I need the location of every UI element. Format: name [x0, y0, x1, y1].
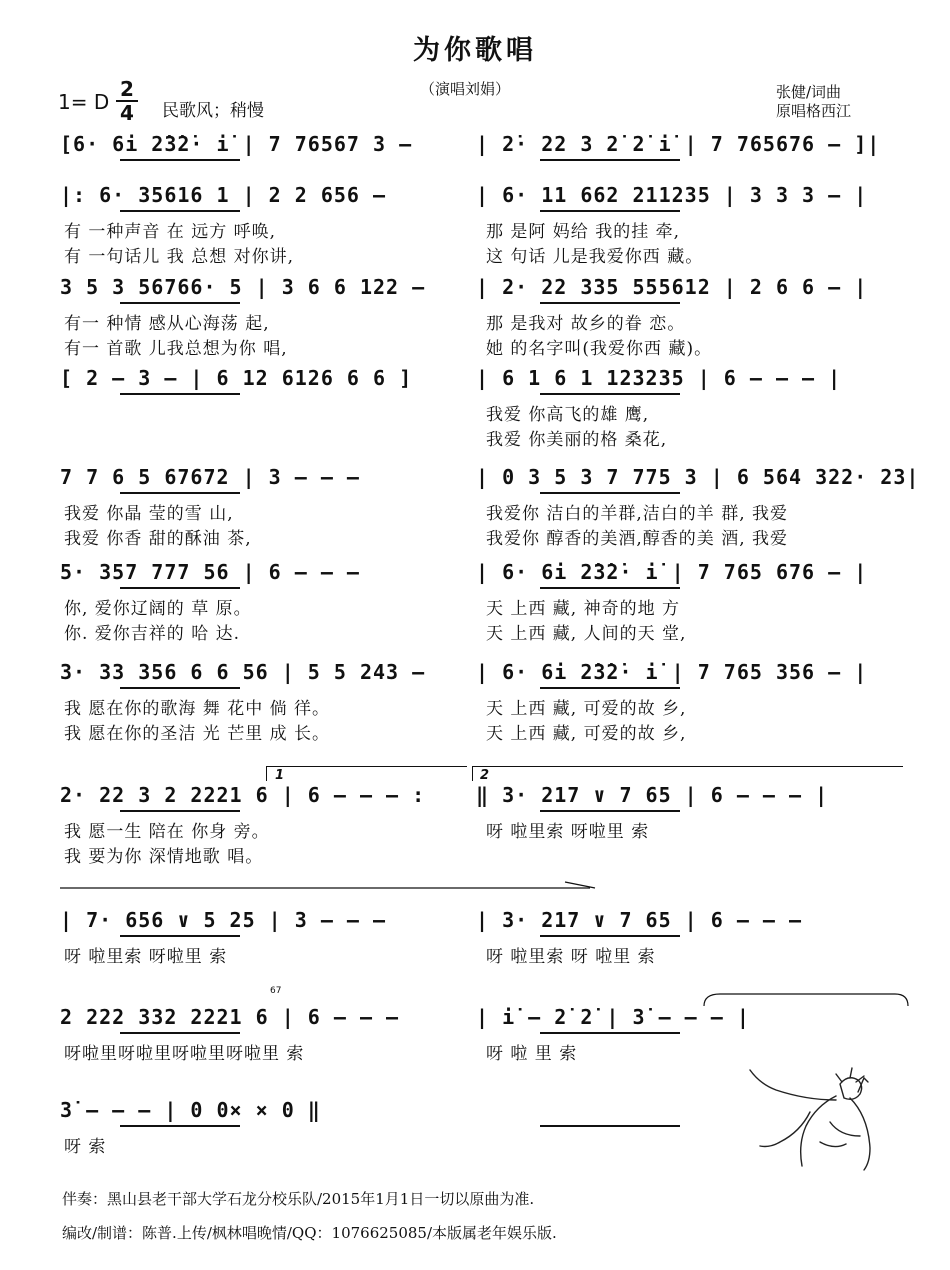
- notes-left-7: 2· 22 3 2 2221 6 | 6 – – – :: [60, 783, 426, 807]
- beam-right-6: [540, 687, 680, 689]
- notes-right-3: | 6 1 6 1 123235 | 6 – – – |: [476, 366, 842, 390]
- lyric-right-3-0: 我爱 你高飞的雄 鹰,: [486, 405, 650, 425]
- lyric-left-9-0: 呀啦里呀啦里呀啦里呀啦里 索: [64, 1044, 305, 1064]
- notes-right-7: ‖ 3· 217 ∨ 7 65 | 6 – – – |: [476, 783, 829, 807]
- beam-left-2: [120, 302, 240, 304]
- lyric-left-5-1: 你. 爱你吉祥的 哈 达.: [64, 624, 241, 644]
- song-title: 为你歌唱: [413, 35, 537, 66]
- beam-right-9: [540, 1032, 680, 1034]
- beam-right-7: [540, 810, 680, 812]
- notes-right-8: | 3· 217 ∨ 7 65 | 6 – – –: [476, 908, 803, 932]
- lyric-left-10-0: 呀 索: [64, 1137, 107, 1157]
- original-singer-credit: 原唱格西江: [776, 102, 852, 120]
- notes-left-5: 5· 357 777 56 | 6 – – –: [60, 560, 360, 584]
- time-signature-bottom: 4: [120, 101, 134, 125]
- tie-slur: [700, 990, 915, 1010]
- tempo-style: 民歌风；稍慢: [162, 101, 264, 121]
- notes-right-4: | 0 3 5 3 7 775 3 | 6 564 322· 23|: [476, 465, 920, 489]
- lyric-right-3-1: 我爱 你美丽的格 桑花,: [486, 430, 668, 450]
- beam-left-1: [120, 210, 240, 212]
- lyric-left-1-0: 有 一种声音 在 远方 呼唤,: [64, 222, 277, 242]
- lyric-right-9-0: 呀 啦 里 索: [486, 1044, 578, 1064]
- beam-left-4: [120, 492, 240, 494]
- lyric-left-4-0: 我爱 你晶 莹的雪 山,: [64, 504, 234, 524]
- lyric-right-4-1: 我爱你 醇香的美酒,醇香的美 酒, 我爱: [486, 529, 789, 549]
- lyric-right-8-0: 呀 啦里索 呀 啦里 索: [486, 947, 656, 967]
- beam-left-6: [120, 687, 240, 689]
- lyric-left-1-1: 有 一句话儿 我 总想 对你讲,: [64, 247, 295, 267]
- time-signature: [116, 78, 138, 124]
- volta-first-number: 1: [275, 768, 285, 783]
- notes-left-10: 3̇ – – – | 0 0× × 0 ‖: [60, 1098, 321, 1122]
- footer-accompaniment: 伴奏：黑山县老干部大学石龙分校乐队/2015年1月1日一切以原曲为准.: [62, 1190, 535, 1208]
- singer-note: （演唱刘娟）: [420, 80, 511, 98]
- footer-credits: 编改/制谱：陈普.上传/枫林唱晚情/QQ：1076625085/本版属老年娱乐版.: [62, 1224, 557, 1242]
- notes-left-9: 2 222 332 2221 6 | 6 – – –: [60, 1005, 400, 1029]
- lyric-left-8-0: 呀 啦里索 呀啦里 索: [64, 947, 228, 967]
- beam-right-0: [540, 159, 680, 161]
- lyric-left-6-1: 我 愿在你的圣洁 光 芒里 成 长。: [64, 724, 331, 744]
- beam-left-5: [120, 587, 240, 589]
- lyric-right-6-1: 天 上西 藏, 可爱的故 乡,: [486, 724, 687, 744]
- notes-right-0: | 2̇· 22 3 2̇ 2̇ i̇ | 7 765676 – ]|: [476, 132, 881, 156]
- beam-right-3: [540, 393, 680, 395]
- author-credit: 张健/词曲: [776, 83, 842, 101]
- notes-right-5: | 6· 6i 2̇3̇2̇· i̇ | 7 765 676 – |: [476, 560, 868, 584]
- beam-right-2: [540, 302, 680, 304]
- beam-left-8: [120, 935, 240, 937]
- key-signature: 1= D: [58, 90, 110, 114]
- notes-right-2: | 2· 22 335 555612 | 2 6 6 – |: [476, 275, 868, 299]
- notes-left-4: 7 7 6 5 67672 | 3 – – –: [60, 465, 360, 489]
- volta-first-bracket: [266, 766, 467, 781]
- lyric-right-7-0: 呀 啦里索 呀啦里 索: [486, 822, 650, 842]
- lyric-left-7-0: 我 愿一生 陪在 你身 旁。: [64, 822, 270, 842]
- lyric-right-5-0: 天 上西 藏, 神奇的地 方: [486, 599, 681, 619]
- grace-note: 67: [270, 986, 282, 996]
- notes-right-9: | i̇ – 2̇ 2̇ | 3̇ – – – |: [476, 1005, 750, 1029]
- notes-left-3: [ 2 – 3 – | 6 12 6126 6 6 ]: [60, 366, 413, 390]
- decrescendo-hairpin: [60, 878, 600, 898]
- lyric-right-1-1: 这 句话 儿是我爱你西 藏。: [486, 247, 704, 267]
- notes-left-1: |: 6· 35616 1 | 2 2 656 –: [60, 183, 387, 207]
- notes-left-8: | 7· 656 ∨ 5 25 | 3 – – –: [60, 908, 387, 932]
- beam-left-0: [120, 159, 240, 161]
- lyric-right-2-1: 她 的名字叫(我爱你西 藏)。: [486, 339, 713, 359]
- lyric-right-5-1: 天 上西 藏, 人间的天 堂,: [486, 624, 687, 644]
- beam-right-8: [540, 935, 680, 937]
- beam-left-3: [120, 393, 240, 395]
- lyric-left-2-1: 有一 首歌 儿我总想为你 唱,: [64, 339, 288, 359]
- lyric-left-5-0: 你, 爱你辽阔的 草 原。: [64, 599, 252, 619]
- lyric-left-6-0: 我 愿在你的歌海 舞 花中 倘 徉。: [64, 699, 331, 719]
- lyric-left-4-1: 我爱 你香 甜的酥油 茶,: [64, 529, 252, 549]
- beam-left-7: [120, 810, 240, 812]
- beam-left-9: [120, 1032, 240, 1034]
- lyric-right-6-0: 天 上西 藏, 可爱的故 乡,: [486, 699, 687, 719]
- singer-illustration: [740, 1052, 890, 1172]
- volta-second-number: 2: [480, 768, 490, 783]
- notes-right-6: | 6· 6i 2̇3̇2̇· i̇ | 7 765 356 – |: [476, 660, 868, 684]
- notes-right-1: | 6· 11 662 211235 | 3 3 3 – |: [476, 183, 868, 207]
- beam-right-4: [540, 492, 680, 494]
- notes-left-6: 3· 33 356 6 6 56 | 5 5 243 –: [60, 660, 426, 684]
- beam-right-1: [540, 210, 680, 212]
- volta-second-bracket: [472, 766, 903, 781]
- beam-left-10: [120, 1125, 240, 1127]
- notes-left-0: [6· 6i 2̇3̇2̇· i̇ | 7 76567 3 –: [60, 132, 413, 156]
- lyric-right-1-0: 那 是阿 妈给 我的挂 牵,: [486, 222, 681, 242]
- lyric-right-4-0: 我爱你 洁白的羊群,洁白的羊 群, 我爱: [486, 504, 789, 524]
- beam-right-5: [540, 587, 680, 589]
- notes-left-2: 3 5 3 56766· 5 | 3 6 6 122 –: [60, 275, 426, 299]
- time-signature-top: 2: [120, 77, 134, 101]
- beam-right-10: [540, 1125, 680, 1127]
- lyric-left-2-0: 有一 种情 感从心海荡 起,: [64, 314, 270, 334]
- lyric-left-7-1: 我 要为你 深情地歌 唱。: [64, 847, 264, 867]
- lyric-right-2-0: 那 是我对 故乡的眷 恋。: [486, 314, 686, 334]
